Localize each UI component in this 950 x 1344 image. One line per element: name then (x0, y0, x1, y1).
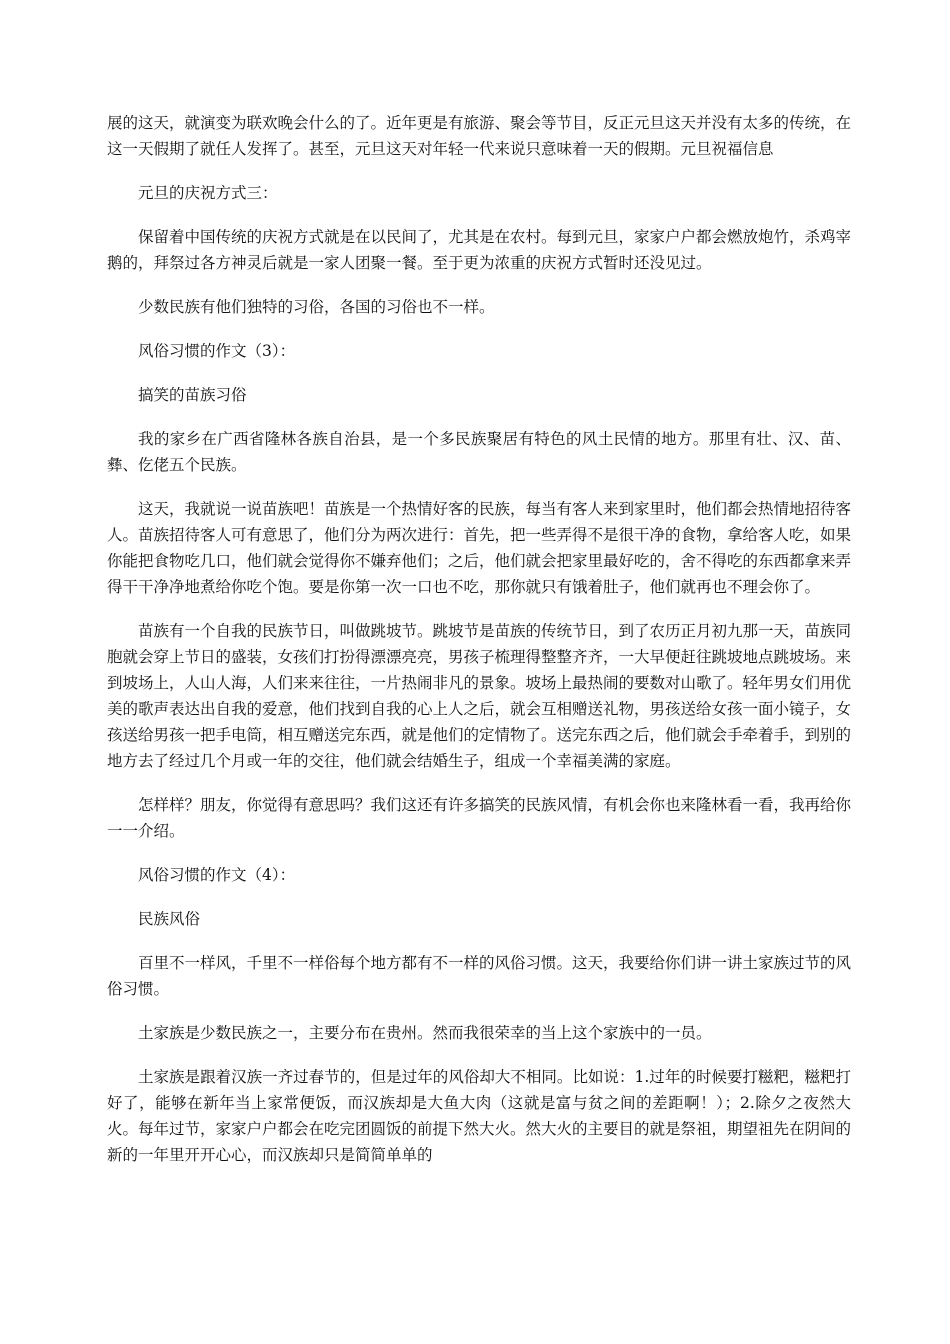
paragraph-miao-hospitality: 这天，我就说一说苗族吧！苗族是一个热情好客的民族，每当有客人来到家里时，他们都会热情地招待客人。苗族招待客人可有意思了，他们分为两次进行：首先，把一些弄得不是很干净的食物，拿给客人吃，如果你能把食物吃几口，他们就会觉得你不嫌弃他们；之后，他们就会把家里最好吃的，舍不得吃的东西都拿来弄得干干净净地煮给你吃个饱。要是你第一次一口也不吃，那你就只有饿着肚子，他们就再也不理会你了。 (107, 500, 852, 596)
paragraph-different-customs: 百里不一样风，千里不一样俗每个地方都有不一样的风俗习惯。这天，我要给你们讲一讲土家族过节的风俗习惯。 (107, 954, 852, 998)
section-title-essay-4: 风俗习惯的作文（4）： (138, 866, 296, 884)
paragraph-tujia-intro: 土家族是少数民族之一，主要分布在贵州。然而我很荣幸的当上这个家族中的一员。 (138, 1024, 712, 1042)
paragraph-tujia-spring-festival: 土家族是跟着汉族一齐过春节的，但是过年的风俗却大不相同。比如说：1.过年的时候要打糍粑，糍粑打好了，能够在新年当上家常便饭，而汉族却是大鱼大肉（这就是富与贫之间的差距啊！）；2.除夕之夜然大火。每年过节，家家户户都会在吃完团圆饭的前提下然大火。然大火的主要目的就是祭祖，期望祖先在阴间的新的一年里开开心心，而汉族却只是简简单单的 (107, 1068, 852, 1164)
paragraph-traditional-celebration: 保留着中国传统的庆祝方式就是在以民间了，尤其是在农村。每到元旦，家家户户都会燃放炮竹，杀鸡宰鹅的，拜祭过各方神灵后就是一家人团聚一餐。至于更为浓重的庆祝方式暂时还没见过。 (107, 228, 852, 272)
paragraph-invitation: 怎样样？朋友，你觉得有意思吗？我们这还有许多搞笑的民族风情，有机会你也来隆林看一看，我再给你一一介绍。 (107, 796, 852, 840)
essay-title-miao-customs: 搞笑的苗族习俗 (138, 386, 247, 404)
paragraph-intro-continued: 展的这天，就演变为联欢晚会什么的了。近年更是有旅游、聚会等节目，反正元旦这天并没有太多的传统，在这一天假期了就任人发挥了。甚至，元旦这天对年轻一代来说只意味着一天的假期。元旦祝福信息 (107, 114, 852, 158)
section-title-essay-3: 风俗习惯的作文（3）： (138, 342, 296, 360)
paragraph-minority-customs: 少数民族有他们独特的习俗，各国的习俗也不一样。 (138, 298, 495, 316)
document-page (107, 110, 851, 1186)
subheading-celebration-three: 元旦的庆祝方式三： (138, 184, 278, 202)
paragraph-hometown: 我的家乡在广西省隆林各族自治县，是一个多民族聚居有特色的风土民情的地方。那里有壮、汉、苗、彝、仡佬五个民族。 (107, 430, 851, 474)
paragraph-tiaopo-festival: 苗族有一个自我的民族节日，叫做跳坡节。跳坡节是苗族的传统节日，到了农历正月初九那一天，苗族同胞就会穿上节日的盛装，女孩们打扮得漂漂亮亮，男孩子梳理得整整齐齐，一大早便赶往跳坡地点跳坡场。来到坡场上，人山人海，人们来来往往，一片热闹非凡的景象。坡场上最热闹的要数对山歌了。轻年男女们用优美的歌声表达出自我的爱意，他们找到自我的心上人之后，就会互相赠送礼物，男孩送给女孩一面小镜子，女孩送给男孩一把手电筒，相互赠送完东西，就是他们的定情物了。送完东西之后，他们就会手牵着手，到别的地方去了经过几个月或一年的交往，他们就会结婚生子，组成一个幸福美满的家庭。 (107, 622, 852, 770)
essay-title-ethnic-customs: 民族风俗 (138, 910, 201, 928)
